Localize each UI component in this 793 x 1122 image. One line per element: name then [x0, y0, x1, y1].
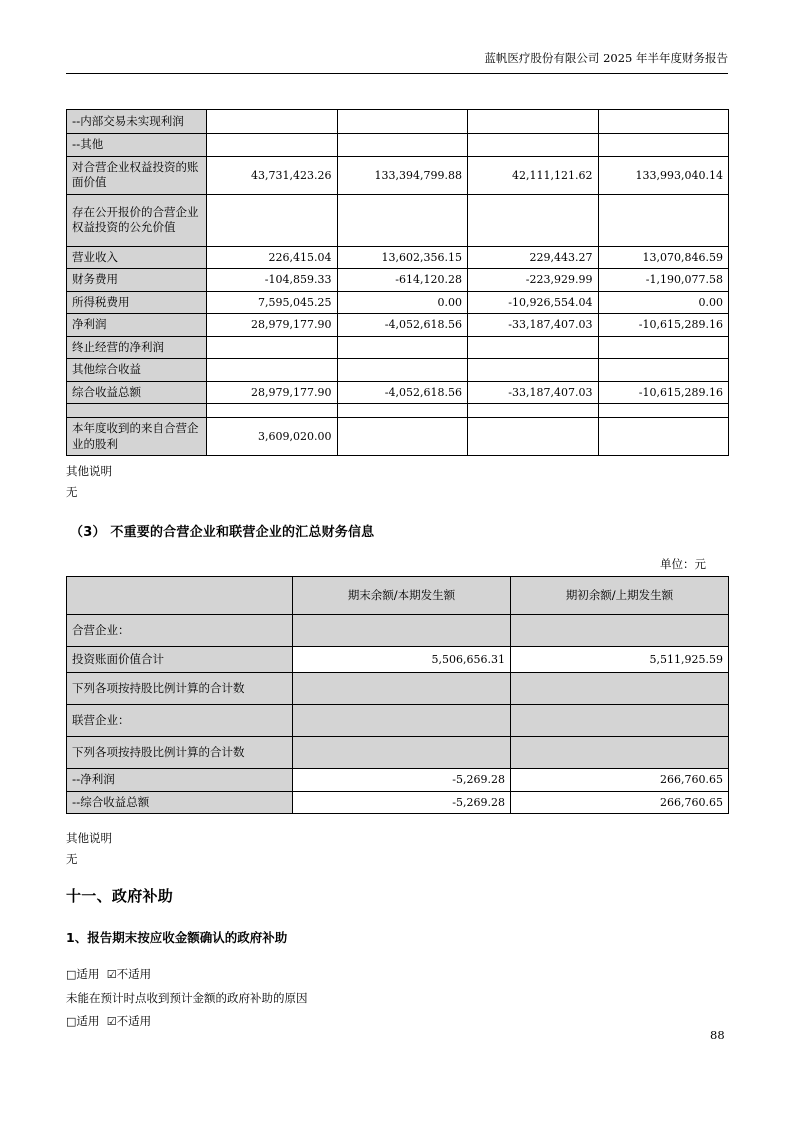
row-label: 对合营企业权益投资的账面价值 [67, 156, 207, 194]
table-row [67, 359, 729, 382]
row-label: 存在公开报价的合营企业权益投资的公允价值 [67, 194, 207, 246]
table-row [67, 336, 729, 359]
row-label: 投资账面价值合计 [67, 647, 293, 673]
row-cell-empty [468, 359, 599, 382]
page-number: 88 [710, 1028, 725, 1042]
row-cell-empty [598, 336, 729, 359]
table-row [67, 647, 729, 673]
table-row [67, 314, 729, 337]
row-label: 其他综合收益 [67, 359, 207, 382]
row-cell-empty [598, 404, 729, 418]
row-cell-empty [337, 134, 468, 157]
row-cell-value: 133,993,040.14 [598, 156, 729, 194]
row-cell-empty [293, 615, 511, 647]
row-label: --内部交易未实现利润 [67, 110, 207, 134]
table-row [67, 705, 729, 737]
row-cell-value: 43,731,423.26 [207, 156, 338, 194]
row-cell-empty [468, 194, 599, 246]
row-cell-value: -1,190,077.58 [598, 269, 729, 292]
table-row [67, 673, 729, 705]
row-label: 合营企业： [67, 615, 293, 647]
row-cell-empty [337, 110, 468, 134]
row-label: 联营企业： [67, 705, 293, 737]
not-applicable-label-2: 不适用 [116, 1014, 152, 1028]
table-row [67, 291, 729, 314]
row-cell-value: 28,979,177.90 [207, 314, 338, 337]
row-cell-value: -5,269.28 [293, 769, 511, 792]
row-label: 下列各项按持股比例计算的合计数 [67, 673, 293, 705]
column-header-blank [67, 577, 293, 615]
table-row [67, 134, 729, 157]
row-cell-value: -614,120.28 [337, 269, 468, 292]
row-cell-value: 229,443.27 [468, 246, 599, 269]
row-cell-value: 0.00 [337, 291, 468, 314]
row-cell-empty [337, 194, 468, 246]
table-row [67, 737, 729, 769]
row-cell-value: -4,052,618.56 [337, 314, 468, 337]
row-cell-value: 266,760.65 [511, 769, 729, 792]
row-cell-empty [207, 110, 338, 134]
row-label: 下列各项按持股比例计算的合计数 [67, 737, 293, 769]
row-cell-empty [293, 705, 511, 737]
table-row [67, 769, 729, 792]
row-cell-value: 0.00 [598, 291, 729, 314]
row-cell-empty [468, 418, 599, 456]
row-label: 净利润 [67, 314, 207, 337]
not-applicable-label-1: 不适用 [116, 967, 152, 981]
row-cell-empty [511, 737, 729, 769]
row-cell-value: -10,615,289.16 [598, 314, 729, 337]
row-label: 所得税费用 [67, 291, 207, 314]
row-cell-value: 5,511,925.59 [511, 647, 729, 673]
row-label: 营业收入 [67, 246, 207, 269]
row-cell-empty [598, 194, 729, 246]
row-cell-empty [598, 134, 729, 157]
row-cell-value: 13,602,356.15 [337, 246, 468, 269]
row-cell-empty [468, 134, 599, 157]
note1-other-explanation: 其他说明 [66, 464, 112, 478]
row-cell-empty [293, 737, 511, 769]
note1-none: 无 [66, 485, 78, 499]
applicability-line-2 [66, 1013, 151, 1029]
section-11-sub-heading-1: 1、报告期末按应收金额确认的政府补助 [66, 930, 288, 945]
reason-text: 未能在预计时点收到预计金额的政府补助的原因 [66, 991, 308, 1005]
row-label: 终止经营的净利润 [67, 336, 207, 359]
row-cell-empty [337, 359, 468, 382]
row-cell-value: 266,760.65 [511, 791, 729, 814]
row-label: --其他 [67, 134, 207, 157]
row-cell-empty [293, 673, 511, 705]
row-cell-empty [511, 705, 729, 737]
table-header-row [67, 577, 729, 615]
row-cell-empty [598, 418, 729, 456]
row-cell-empty [207, 336, 338, 359]
header-rule [66, 73, 728, 74]
row-cell-value: -104,859.33 [207, 269, 338, 292]
applicability-line-1 [66, 966, 151, 982]
table-row [67, 194, 729, 246]
row-cell-value: -223,929.99 [468, 269, 599, 292]
section-11-heading: 十一、政府补助 [66, 887, 174, 905]
table-row [67, 246, 729, 269]
table-row [67, 381, 729, 404]
note2-other-explanation: 其他说明 [66, 831, 112, 845]
row-cell-empty [468, 110, 599, 134]
row-label: 本年度收到的来自合营企业的股利 [67, 418, 207, 456]
row-label: --综合收益总额 [67, 791, 293, 814]
row-cell-value: 28,979,177.90 [207, 381, 338, 404]
row-label [67, 404, 207, 418]
note2-none: 无 [66, 852, 78, 866]
row-cell-value: 42,111,121.62 [468, 156, 599, 194]
table-row [67, 615, 729, 647]
row-cell-empty [207, 194, 338, 246]
row-cell-value: 226,415.04 [207, 246, 338, 269]
row-cell-empty [511, 673, 729, 705]
table-row [67, 110, 729, 134]
row-cell-empty [207, 134, 338, 157]
row-cell-empty [468, 404, 599, 418]
row-cell-value: -33,187,407.03 [468, 381, 599, 404]
row-cell-value: -4,052,618.56 [337, 381, 468, 404]
unit-note: 单位：元 [660, 557, 706, 571]
row-label: 综合收益总额 [67, 381, 207, 404]
row-cell-empty [337, 418, 468, 456]
row-cell-empty [598, 359, 729, 382]
table-row [67, 404, 729, 418]
table-unimportant-summary [66, 576, 729, 814]
checkbox-empty-icon[interactable]: □ [66, 1015, 77, 1028]
checkbox-empty-icon[interactable]: □ [66, 968, 77, 981]
column-header: 期初余额/上期发生额 [511, 577, 729, 615]
applicable-label-2: 适用 [76, 1014, 100, 1028]
row-cell-empty [337, 336, 468, 359]
row-cell-value: 3,609,020.00 [207, 418, 338, 456]
row-cell-value: 133,394,799.88 [337, 156, 468, 194]
row-label: --净利润 [67, 769, 293, 792]
table-row [67, 156, 729, 194]
row-cell-empty [337, 404, 468, 418]
row-cell-empty [598, 110, 729, 134]
table-joint-venture-detail [66, 109, 729, 456]
row-cell-value: -5,269.28 [293, 791, 511, 814]
row-cell-empty [207, 404, 338, 418]
row-cell-value: -10,926,554.04 [468, 291, 599, 314]
checkbox-checked-icon[interactable]: ☑ [106, 968, 117, 981]
row-label: 财务费用 [67, 269, 207, 292]
applicable-label-1: 适用 [76, 967, 100, 981]
table-row [67, 269, 729, 292]
row-cell-value: 7,595,045.25 [207, 291, 338, 314]
row-cell-value: -10,615,289.16 [598, 381, 729, 404]
running-header: 蓝帆医疗股份有限公司 2025 年半年度财务报告 [484, 51, 728, 65]
row-cell-value: 13,070,846.59 [598, 246, 729, 269]
table-row [67, 418, 729, 456]
column-header: 期末余额/本期发生额 [293, 577, 511, 615]
row-cell-value: 5,506,656.31 [293, 647, 511, 673]
checkbox-checked-icon[interactable]: ☑ [106, 1015, 117, 1028]
row-cell-value: -33,187,407.03 [468, 314, 599, 337]
row-cell-empty [511, 615, 729, 647]
row-cell-empty [207, 359, 338, 382]
row-cell-empty [468, 336, 599, 359]
section-3-heading: （3） 不重要的合营企业和联营企业的汇总财务信息 [70, 525, 375, 540]
table-row [67, 791, 729, 814]
